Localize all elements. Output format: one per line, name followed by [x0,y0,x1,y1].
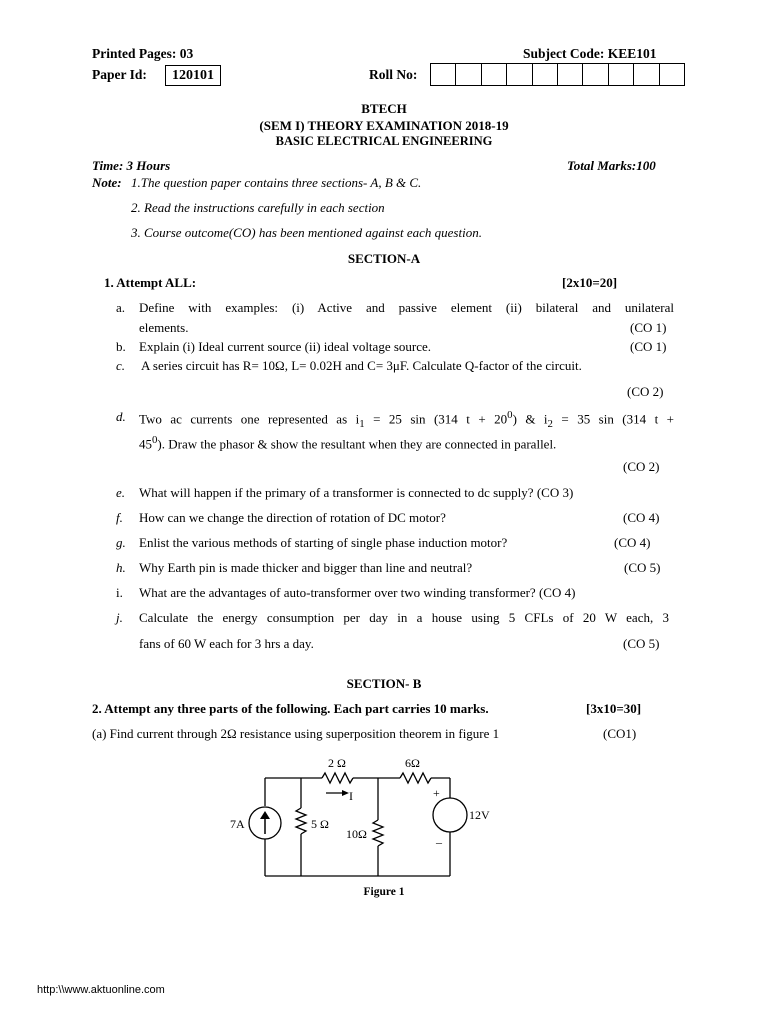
label-plus: + [433,786,440,800]
item-j-line2: fans of 60 W each for 3 hrs a day. [139,636,314,651]
q2-marks: [3x10=30] [586,701,642,716]
roll-box[interactable] [532,64,557,85]
paper-id-label: Paper Id: [92,67,147,82]
q2-part-a: (a) Find current through 2Ω resistance using superposition theorem in figure 1 [92,726,500,741]
note-3: 3. Course outcome(CO) has been mentioned against each question. [131,225,482,240]
item-f-label: f. [116,510,123,525]
figure-caption: Figure 1 [363,886,405,898]
circuit-diagram [220,750,500,900]
roll-box[interactable] [608,64,633,85]
item-d-line1: Two ac currents one represented as $i_1 = 25$ sin (314 $t + 20^0$) & $i_2 = 35$ sin (314 t + [139,409,675,430]
item-e-label: e. [116,485,126,500]
item-g-text: Enlist the various methods of starting of single phase induction motor? [139,535,508,550]
q1-label: 1. Attempt ALL: [104,275,197,290]
total-marks: Total Marks:100 [567,158,656,173]
item-a-line2: elements. [139,320,189,335]
item-e-text: What will happen if the primary of a transformer is connected to dc supply? (CO 3) [139,485,574,500]
up-arrow-icon [260,811,270,834]
item-c-text: A series circuit has R= 10Ω, L= 0.02H and C= 3μF. Calculate Q-factor of the circuit. [141,358,582,373]
roll-box[interactable] [481,64,506,85]
item-a-co: (CO 1) [630,320,667,335]
printed-pages: Printed Pages: 03 [92,46,194,61]
roll-box[interactable] [633,64,658,85]
label-current-i: I [349,789,353,803]
label-7a: 7A [230,817,245,831]
item-i-text: What are the advantages of auto-transformer over two winding transformer? (CO 4) [139,585,576,600]
right-arrow-icon [326,790,349,796]
note-2: 2. Read the instructions carefully in each section [131,200,385,215]
resistor-5ohm [296,808,306,834]
voltage-source-circle [433,798,467,832]
section-b-heading: SECTION- B [346,676,422,691]
item-g-label: g. [116,535,126,550]
item-i-label: i. [116,585,123,600]
item-h-co: (CO 5) [624,560,661,575]
note-label: Note: [92,175,122,190]
item-b-text: Explain (i) Ideal current source (ii) ideal voltage source. [139,339,432,354]
subject-code: Subject Code: KEE101 [523,46,657,61]
q1-marks: [2x10=20] [562,275,618,290]
roll-box[interactable] [557,64,582,85]
item-j-line1: Calculate the energy consumption per day in a house using 5 CFLs of 20 W each, 3 [139,610,669,625]
paper-id-box: 120101 [165,65,221,86]
item-d-line2: $45^0$). Draw the phasor & show the resultant when they are connected in parallel. [139,434,557,452]
roll-no-boxes[interactable] [430,63,685,86]
resistor-10ohm [373,820,383,846]
note-1: 1.The question paper contains three sections- A, B & C. [131,175,422,190]
label-2ohm: 2 Ω [328,756,346,770]
roll-box[interactable] [455,64,480,85]
item-a-label: a. [116,300,126,315]
item-h-label: h. [116,560,126,575]
roll-no-label: Roll No: [369,67,418,82]
item-f-co: (CO 4) [623,510,660,525]
item-c-co: (CO 2) [627,384,664,399]
item-b-co: (CO 1) [630,339,667,354]
roll-box[interactable] [431,64,455,85]
title-exam: (SEM I) THEORY EXAMINATION 2018-19 [259,118,509,133]
item-d-label: d. [116,409,126,424]
label-12v: 12V [469,808,490,822]
item-g-co: (CO 4) [614,535,651,550]
footer-url[interactable]: http:\\www.aktuonline.com [37,984,165,996]
resistor-6ohm [400,773,431,783]
label-5ohm: 5 Ω [311,817,329,831]
item-d-co: (CO 2) [623,459,660,474]
item-h-text: Why Earth pin is made thicker and bigger than line and neutral? [139,560,473,575]
roll-box[interactable] [506,64,531,85]
resistor-2ohm [322,773,353,783]
q2-text: 2. Attempt any three parts of the following. Each part carries 10 marks. [92,701,489,716]
label-10ohm: 10Ω [346,827,367,841]
item-j-label: j. [116,610,123,625]
item-b-label: b. [116,339,126,354]
roll-box[interactable] [582,64,607,85]
item-j-co: (CO 5) [623,636,660,651]
item-a-line1: Define with examples: (i) Active and passive element (ii) bilateral and unilateral [139,300,674,315]
title-btech: BTECH [361,101,407,116]
section-a-heading: SECTION-A [347,251,421,266]
item-f-text: How can we change the direction of rotation of DC motor? [139,510,446,525]
q2-part-a-co: (CO1) [603,726,637,741]
roll-box[interactable] [659,64,684,85]
item-c-label: c. [116,358,126,373]
label-minus: – [436,835,442,849]
title-subject: BASIC ELECTRICAL ENGINEERING [275,134,493,148]
label-6ohm: 6Ω [405,756,420,770]
time-label: Time: 3 Hours [92,158,171,173]
